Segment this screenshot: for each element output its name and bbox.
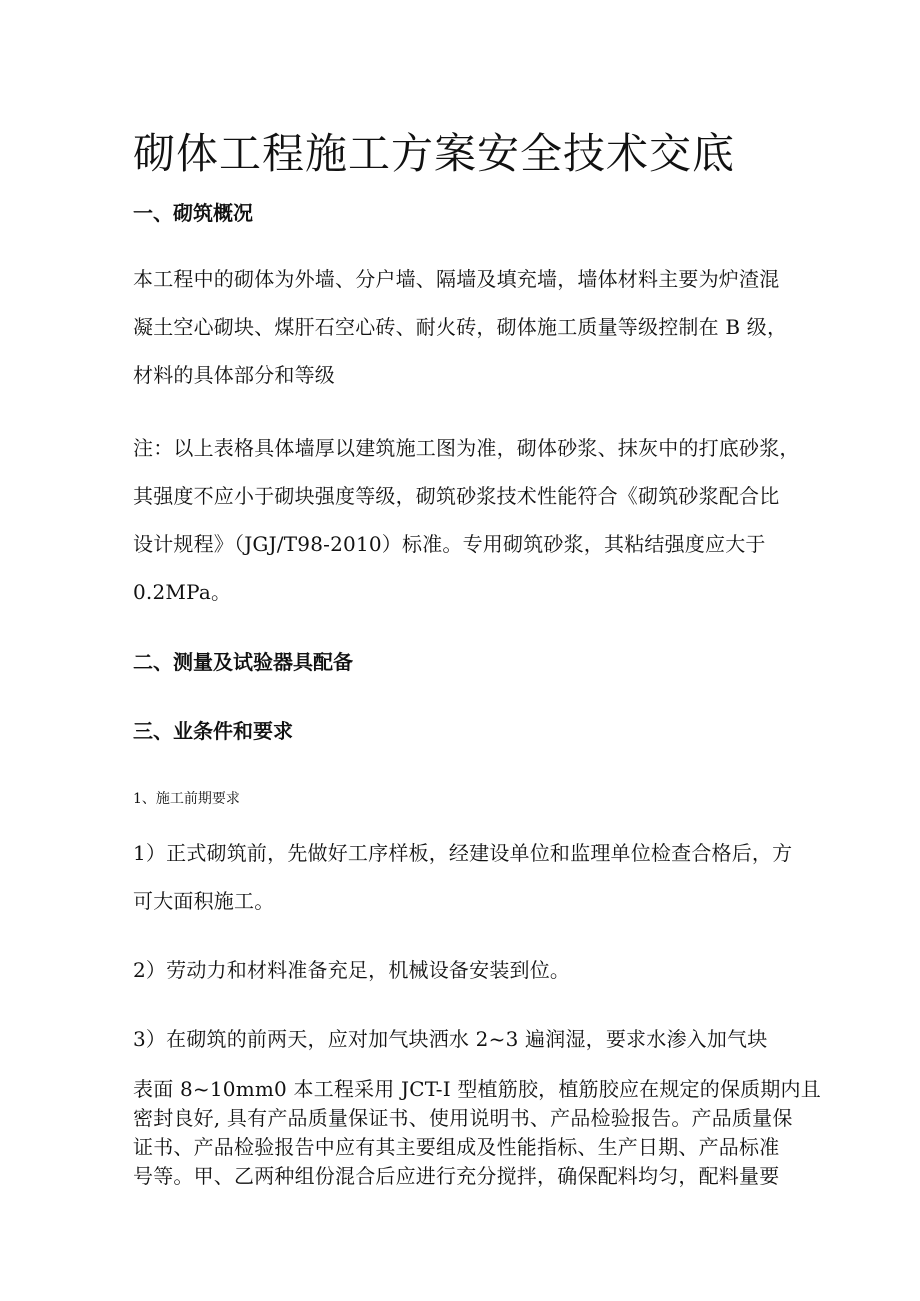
paragraph-line: 设计规程》（JGJ/T98-2010）标准。专用砌筑砂浆，其粘结强度应大于: [133, 532, 766, 556]
paragraph-line: 可大面积施工。: [133, 889, 275, 913]
requirement-item-1: [133, 829, 800, 925]
paragraph-line: 0.2MPa。: [133, 580, 232, 604]
paragraph-overview: [133, 255, 800, 399]
paragraph-line: 本工程中的砌体为外墙、分户墙、隔墙及填充墙，墙体材料主要为炉渣混: [133, 267, 780, 291]
paragraph-line: 注：以上表格具体墙厚以建筑施工图为准，砌体砂浆、抹灰中的打底砂浆，: [133, 436, 800, 460]
requirement-item-3: 3）在砌筑的前两天，应对加气块洒水 2~3 遍润湿，要求水渗入加气块: [133, 1027, 768, 1051]
paragraph-line: 表面 8~10mm0 本工程采用 JCT-I 型植筋胶，植筋胶应在规定的保质期内且: [133, 1077, 821, 1101]
paragraph-line: 其强度不应小于砌块强度等级，砌筑砂浆技术性能符合《砌筑砂浆配合比: [133, 484, 780, 508]
paragraph-line: 凝土空心砌块、煤肝石空心砖、耐火砖，砌体施工质量等级控制在 B 级，: [133, 315, 788, 339]
subsection-heading: 1、施工前期要求: [133, 791, 240, 807]
section-heading-3: 三、业条件和要求: [133, 719, 293, 743]
document-title: 砌体工程施工方案安全技术交底: [133, 129, 736, 178]
section-heading-1: 一、砌筑概况: [133, 201, 253, 225]
requirement-item-2: 2）劳动力和材料准备充足，机械设备安装到位。: [133, 958, 571, 982]
paragraph-line: 号等。甲、乙两种组份混合后应进行充分搅拌，确保配料均匀，配料量要: [133, 1164, 780, 1188]
paragraph-line: 材料的具体部分和等级: [133, 363, 335, 387]
section-heading-2: 二、测量及试验器具配备: [133, 650, 353, 674]
paragraph-note: [133, 424, 800, 616]
paragraph-line: 证书、产品检验报告中应有其主要组成及性能指标、生产日期、产品标准: [133, 1135, 780, 1159]
paragraph-line: 1）正式砌筑前，先做好工序样板，经建设单位和监理单位检查合格后，方: [133, 841, 793, 865]
requirement-item-3-continued: [133, 1075, 821, 1191]
paragraph-line: 密封良好, 具有产品质量保证书、使用说明书、产品检验报告。产品质量保: [133, 1106, 793, 1130]
